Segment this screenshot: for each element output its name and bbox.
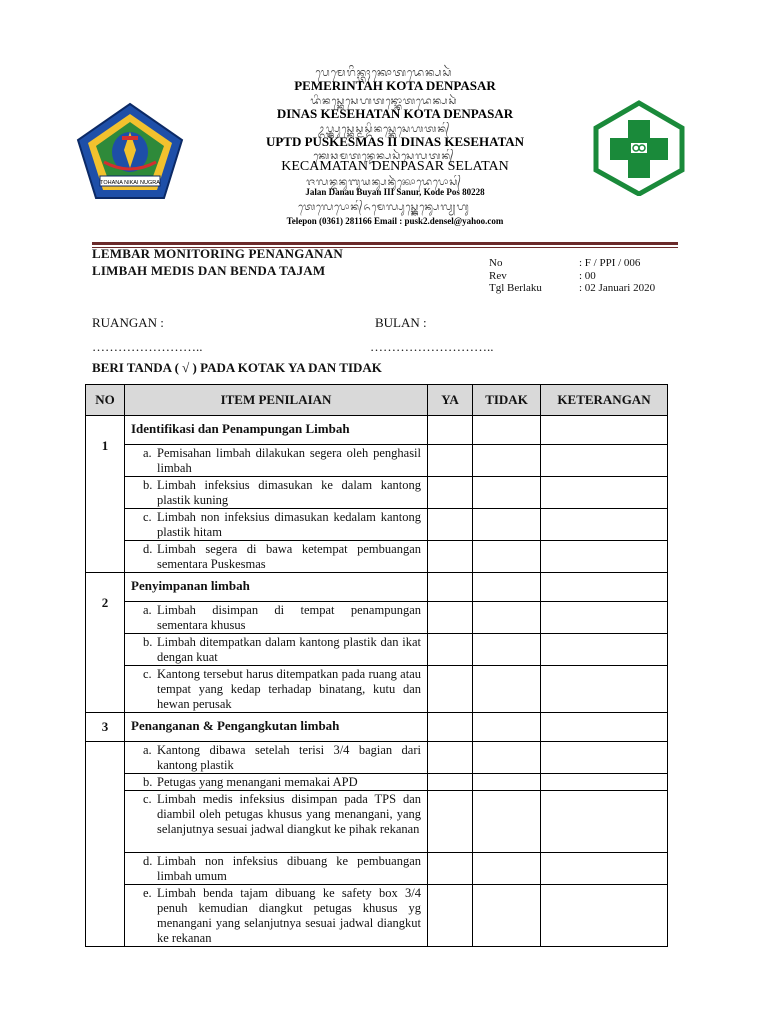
bulan-input[interactable]: ……………………….. — [370, 339, 494, 354]
section-title: Identifikasi dan Penampungan Limbah — [125, 416, 428, 445]
tgl-berlaku-label: Tgl Berlaku — [489, 282, 542, 294]
table-row — [86, 541, 668, 573]
keterangan-cell[interactable] — [541, 477, 668, 509]
header-government: PEMERINTAH KOTA DENPASAR — [294, 78, 496, 93]
col-item: ITEM PENILAIAN — [125, 385, 428, 416]
section-row — [86, 573, 668, 602]
section-number: 1 — [86, 416, 125, 573]
table-row — [86, 774, 668, 791]
tidak-checkbox[interactable] — [473, 666, 541, 713]
tidak-checkbox[interactable] — [473, 416, 541, 445]
section-number: 2 — [86, 573, 125, 713]
tidak-checkbox[interactable] — [473, 509, 541, 541]
item-text: d. Limbah segera di bawa ketempat pembuangan sementara Puskesmas — [125, 541, 428, 573]
ya-checkbox[interactable] — [428, 885, 473, 947]
header-uptd: UPTD PUSKESMAS II DINAS KESEHATAN — [265, 134, 525, 149]
tidak-checkbox[interactable] — [473, 602, 541, 634]
balinese-line-6: ᬢᬾᬮᬾᬧᭀᬦ᭄ᬏᬫᬾᬮ᭄ᬧᬸᬲ᭄ᬓ᭄ᬤᬾᬦ᭄ᬲᬾᬮ᭄ᬬᬳᬸ — [298, 202, 470, 213]
doc-title-line2: LIMBAH MEDIS DAN BENDA TAJAM — [92, 263, 326, 278]
keterangan-cell[interactable] — [541, 742, 668, 774]
section-row — [86, 713, 668, 742]
ya-checkbox[interactable] — [428, 791, 473, 853]
balinese-line-3: ᬉᬧ᭄ᬢ᭄ᬤ᭄ᬧᬸᬲ᭄ᬓᬾᬲ᭄ᬫᬲ᭄ᬤᬶᬦᬲ᭄ᬓᬾᬲᬾᬳᬢᬦ᭄ — [317, 124, 451, 135]
no-label: No — [489, 257, 503, 269]
ya-checkbox[interactable] — [428, 666, 473, 713]
item-text: b. Limbah infeksius dimasukan ke dalam kantong plastik kuning — [125, 477, 428, 509]
section-row — [86, 416, 668, 445]
tidak-checkbox[interactable] — [473, 445, 541, 477]
item-text: c. Kantong tersebut harus ditempatkan pada ruang atau tempat yang kedap terhadap binatang, kutu dan hewan perusak — [125, 666, 428, 713]
ya-checkbox[interactable] — [428, 509, 473, 541]
tgl-berlaku-value: : 02 Januari 2020 — [579, 282, 656, 294]
tidak-checkbox[interactable] — [473, 634, 541, 666]
rev-value: : 00 — [579, 270, 596, 282]
keterangan-cell[interactable] — [541, 416, 668, 445]
ya-checkbox[interactable] — [428, 742, 473, 774]
section-number: 3 — [86, 713, 125, 742]
item-text: c. Limbah non infeksius dimasukan kedalam kantong plastik hitam — [125, 509, 428, 541]
ya-checkbox[interactable] — [428, 573, 473, 602]
rev-label: Rev — [489, 270, 507, 282]
section-title: Penanganan & Pengangkutan limbah — [125, 713, 428, 742]
keterangan-cell[interactable] — [541, 885, 668, 947]
keterangan-cell[interactable] — [541, 713, 668, 742]
keterangan-cell[interactable] — [541, 774, 668, 791]
puskesmas-cross-logo — [592, 100, 686, 196]
ruangan-label: RUANGAN : — [92, 315, 164, 330]
col-keterangan: KETERANGAN — [541, 385, 668, 416]
bulan-label: BULAN : — [375, 315, 427, 330]
ya-checkbox[interactable] — [428, 416, 473, 445]
table-header-row — [86, 385, 668, 416]
ya-checkbox[interactable] — [428, 634, 473, 666]
ya-checkbox[interactable] — [428, 713, 473, 742]
table-row — [86, 791, 668, 853]
balinese-line-2: ᬤᬶᬦᬲ᭄ᬓᬾᬲᬾᬳᬢᬦ᭄ᬓᭀᬢᬤᬾᬦ᭄ᬧᬲᬃ — [310, 96, 458, 107]
tidak-checkbox[interactable] — [473, 573, 541, 602]
table-row — [86, 602, 668, 634]
tidak-checkbox[interactable] — [473, 791, 541, 853]
keterangan-cell[interactable] — [541, 445, 668, 477]
keterangan-cell[interactable] — [541, 634, 668, 666]
header-rule-thick — [92, 242, 678, 245]
item-text: d. Limbah non infeksius dibuang ke pembuangan limbah umum — [125, 853, 428, 885]
section-number-blank — [86, 742, 125, 947]
monitoring-table — [85, 384, 668, 947]
table-row — [86, 742, 668, 774]
keterangan-cell[interactable] — [541, 666, 668, 713]
ya-checkbox[interactable] — [428, 541, 473, 573]
ya-checkbox[interactable] — [428, 445, 473, 477]
instruction-text: BERI TANDA ( √ ) PADA KOTAK YA DAN TIDAK — [92, 360, 382, 375]
item-text: b. Petugas yang menangani memakai APD — [125, 774, 428, 791]
item-text: a. Kantong dibawa setelah terisi 3/4 bagian dari kantong plastik — [125, 742, 428, 774]
tidak-checkbox[interactable] — [473, 742, 541, 774]
tidak-checkbox[interactable] — [473, 885, 541, 947]
item-text: c. Limbah medis infeksius disimpan pada TPS dan diambil oleh petugas khusus yang menangani, yang selanjutnya sesuai jadwal diangkut ke pihak rekanan — [125, 791, 428, 853]
ya-checkbox[interactable] — [428, 853, 473, 885]
no-value: : F / PPI / 006 — [579, 257, 641, 269]
table-row — [86, 477, 668, 509]
table-row — [86, 509, 668, 541]
keterangan-cell[interactable] — [541, 509, 668, 541]
emblem-banner-text: TOHANA NIKAI NUGRA — [100, 180, 160, 186]
item-text: a. Pemisahan limbah dilakukan segera oleh penghasil limbah — [125, 445, 428, 477]
table-row — [86, 885, 668, 947]
denpasar-emblem-logo — [74, 102, 186, 202]
item-text: a. Limbah disimpan di tempat penampungan sementara khusus — [125, 602, 428, 634]
item-text: b. Limbah ditempatkan dalam kantong plastik dan ikat dengan kuat — [125, 634, 428, 666]
ruangan-input[interactable]: …………………….. — [92, 339, 203, 354]
keterangan-cell[interactable] — [541, 853, 668, 885]
table-row — [86, 666, 668, 713]
item-text: e. Limbah benda tajam dibuang ke safety box 3/4 penuh kemudian diangkut petugas khusus yg menangani yang selanjutnya sesuai jadwal diangkut ke rekanan — [125, 885, 428, 947]
col-ya: YA — [428, 385, 473, 416]
col-no: NO — [86, 385, 125, 416]
tidak-checkbox[interactable] — [473, 477, 541, 509]
tidak-checkbox[interactable] — [473, 541, 541, 573]
table-row — [86, 445, 668, 477]
balinese-line-5: ᬚᬮᬦ᭄ᬤᬦᬸᬩᬸᬬᬦ᭄ᬲᬦᬸᬃᬓᭀᬤᬾᬧᭀᬲ᭄ — [306, 177, 462, 188]
keterangan-cell[interactable] — [541, 541, 668, 573]
header-district: KECAMATAN DENPASAR SELATAN — [281, 159, 509, 174]
header-address: Jalan Danau Buyan III Sanur, Kode Pos 80228 — [305, 187, 485, 197]
tidak-checkbox[interactable] — [473, 713, 541, 742]
keterangan-cell[interactable] — [541, 791, 668, 853]
table-row — [86, 634, 668, 666]
tidak-checkbox[interactable] — [473, 774, 541, 791]
ya-checkbox[interactable] — [428, 477, 473, 509]
section-title: Penyimpanan limbah — [125, 573, 428, 602]
doc-title-line1: LEMBAR MONITORING PENANGANAN — [92, 246, 343, 261]
balinese-line-4: ᬓᬾᬘᬫᬢᬦ᭄ᬤᬾᬦ᭄ᬧᬲᬃᬲᬾᬮᬢᬦ᭄ — [313, 151, 455, 162]
ya-checkbox[interactable] — [428, 602, 473, 634]
col-tidak: TIDAK — [473, 385, 541, 416]
tidak-checkbox[interactable] — [473, 853, 541, 885]
keterangan-cell[interactable] — [541, 602, 668, 634]
balinese-line-1: ᬧᬾᬫᬾᬭᬶᬦ᭄ᬢᬄᬓᭀᬢᬤᬾᬦ᭄ᬧᬲᬃ — [315, 67, 453, 79]
table-row — [86, 853, 668, 885]
header-contact: Telepon (0361) 281166 Email : pusk2.densel@yahoo.com — [286, 216, 504, 226]
ya-checkbox[interactable] — [428, 774, 473, 791]
keterangan-cell[interactable] — [541, 573, 668, 602]
header-department: DINAS KESEHATAN KOTA DENPASAR — [276, 106, 514, 121]
